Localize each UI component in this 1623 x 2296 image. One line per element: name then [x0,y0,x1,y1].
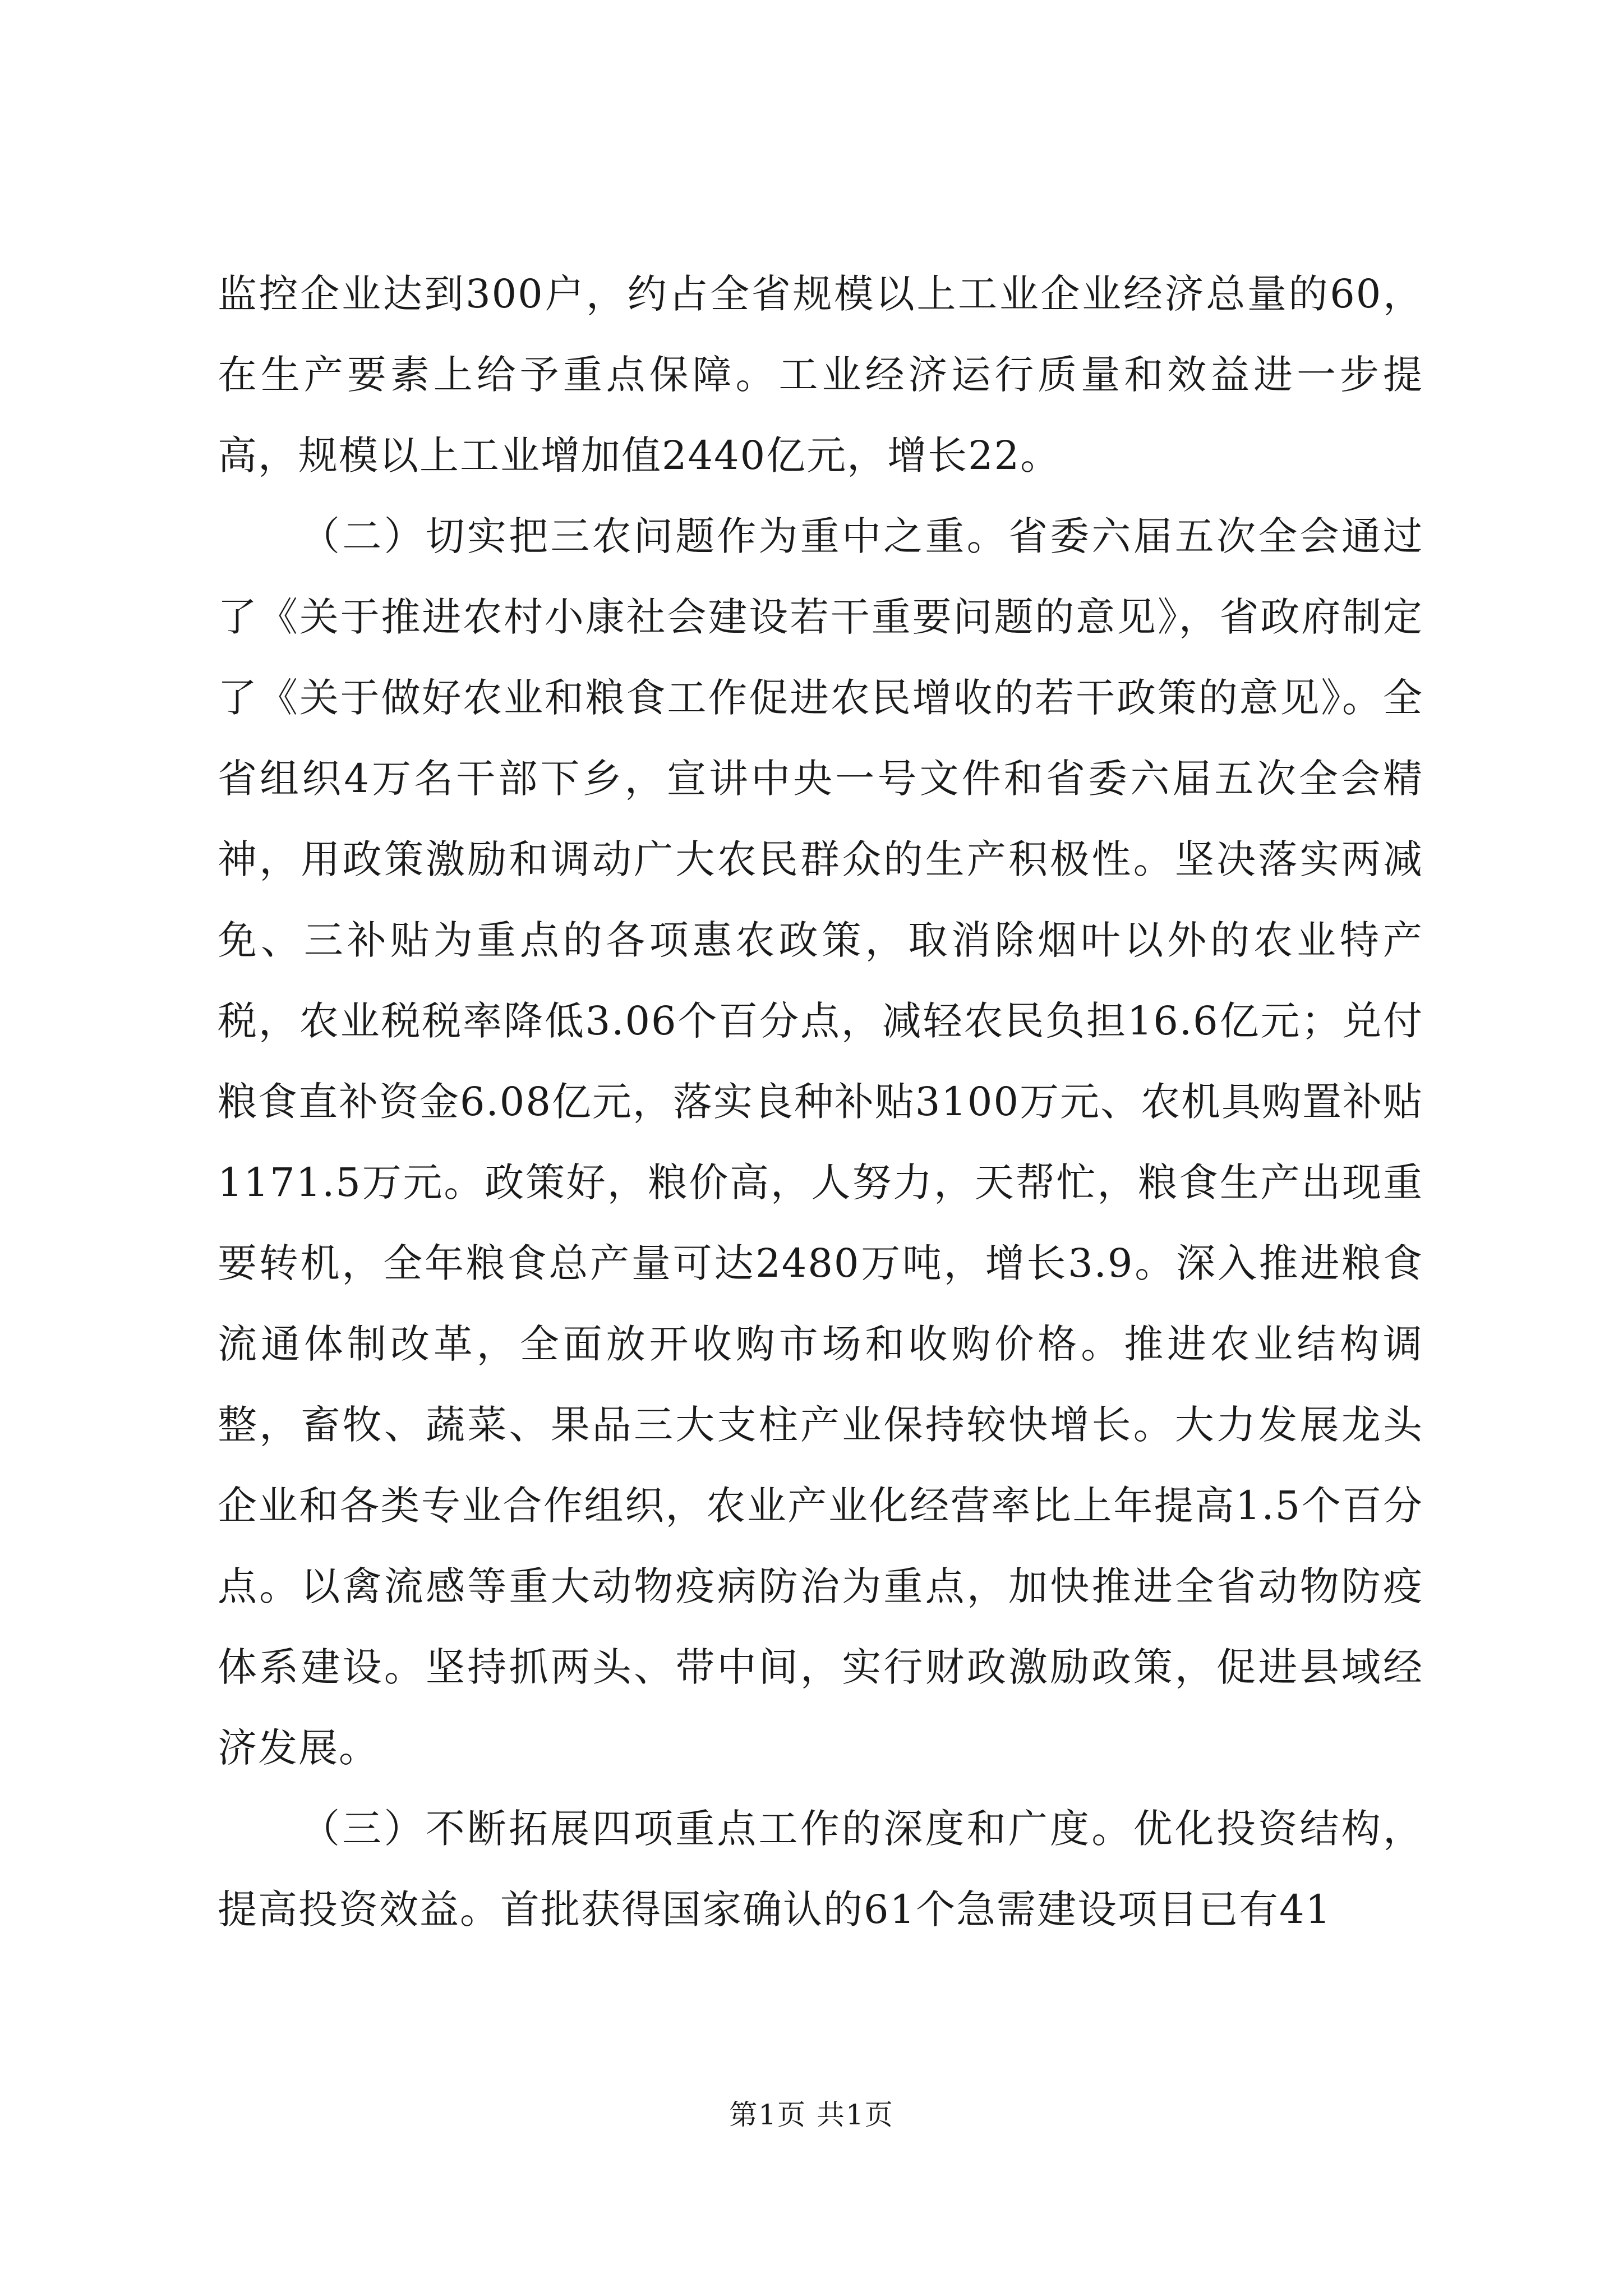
paragraph-agriculture: （二）切实把三农问题作为重中之重。省委六届五次全会通过了《关于推进农村小康社会建设若干重要问题的意见》，省政府制定了《关于做好农业和粮食工作促进农民增收的若干政策的意见》。全省组织4万名干部下乡，宣讲中央一号文件和省委六届五次全会精神，用政策激励和调动广大农民群众的生产积极性。坚决落实两减免、三补贴为重点的各项惠农政策，取消除烟叶以外的农业特产税，农业税税率降低3.06个百分点，减轻农民负担16.6亿元；兑付粮食直补资金6.08亿元，落实良种补贴3100万元、农机具购置补贴1171.5万元。政策好，粮价高，人努力，天帮忙，粮食生产出现重要转机，全年粮食总产量可达2480万吨，增长3.9。深入推进粮食流通体制改革，全面放开收购市场和收购价格。推进农业结构调整，畜牧、蔬菜、果品三大支柱产业保持较快增长。大力发展龙头企业和各类专业合作组织，农业产业化经营率比上年提高1.5个百分点。以禽流感等重大动物疫病防治为重点，加快推进全省动物防疫体系建设。坚持抓两头、带中间，实行财政激励政策，促进县域经济发展。 [218,513,1424,1771]
page-footer: 第1页 共1页 [729,2099,894,2131]
paragraph-key-work: （三）不断拓展四项重点工作的深度和广度。优化投资结构，提高投资效益。首批获得国家确认的61个急需建设项目已有41 [218,1806,1423,1932]
paragraph-industry-continued: 监控企业达到300户，约占全省规模以上工业企业经济总量的60，在生产要素上给予重点保障。工业经济运行质量和效益进一步提高，规模以上工业增加值2440亿元，增长22。 [218,271,1423,478]
document-body [218,254,1423,1950]
